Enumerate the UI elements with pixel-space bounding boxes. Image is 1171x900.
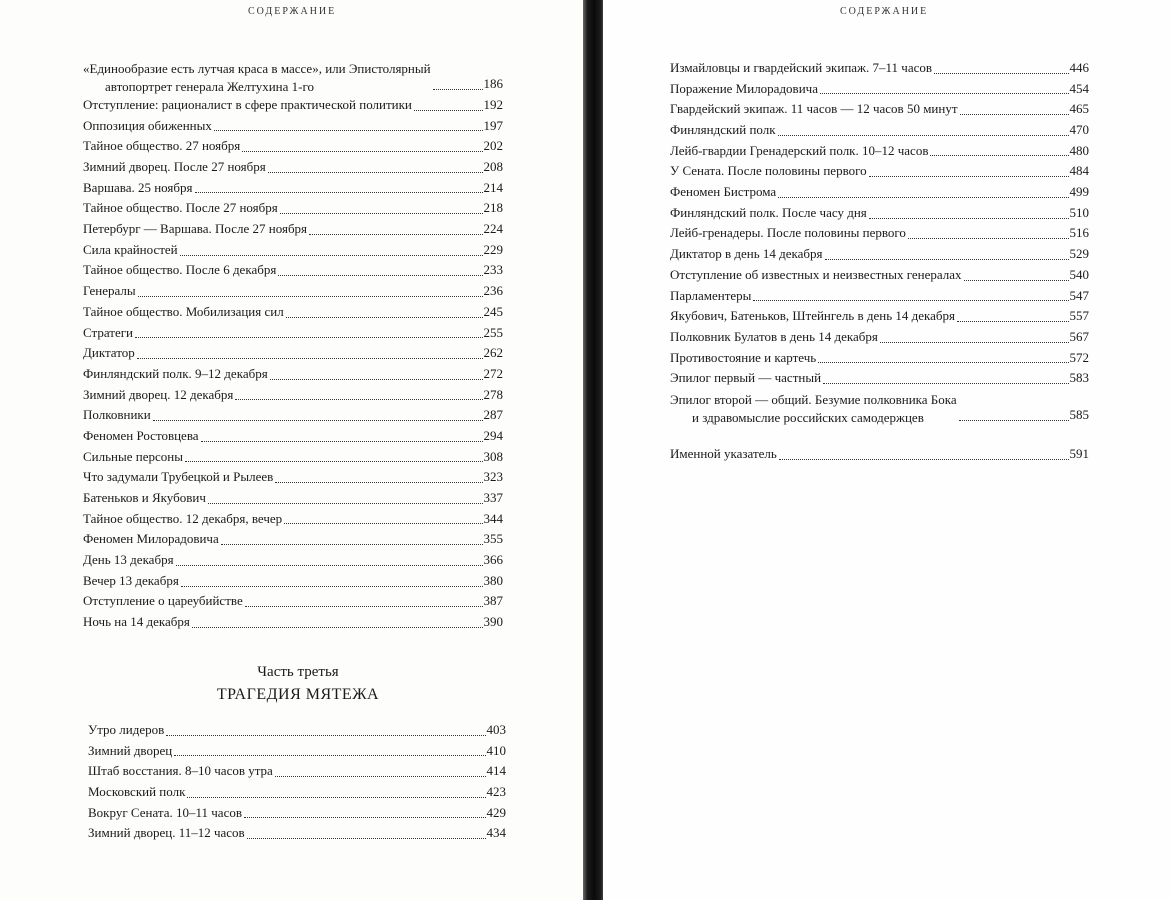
toc-entry-title: Вокруг Сената. 10–11 часов (88, 804, 242, 820)
toc-page-number: 547 (1069, 287, 1089, 303)
toc-entry-title: Отступление: рационалист в сфере практической политики (83, 96, 412, 112)
toc-entry-title: Московский полк (88, 784, 186, 800)
toc-page-number: 294 (483, 427, 503, 443)
toc-entry-title: Феномен Милорадовича (83, 531, 219, 547)
toc-entry-title (670, 391, 957, 426)
toc-page-number: 591 (1069, 445, 1089, 461)
toc-entry-title (83, 60, 431, 95)
toc-leader-dots (245, 606, 483, 607)
toc-entry-title: Парламентеры (670, 287, 752, 303)
toc-page-number: 323 (483, 469, 503, 485)
toc-leader-dots (278, 275, 482, 276)
toc-entry-title: Диктатор (83, 345, 135, 361)
toc-entry-title: Утро лидеров (88, 721, 165, 737)
toc-entry-title: Поражение Милорадовича (670, 80, 818, 96)
toc-leader-dots (214, 130, 483, 131)
toc-entry (83, 116, 503, 137)
toc-page-number: 567 (1069, 328, 1089, 344)
toc-entry-title: Феномен Ростовцева (83, 427, 199, 443)
toc-entry (83, 95, 503, 116)
toc-entry (83, 364, 503, 385)
toc-page-number: 380 (483, 572, 503, 588)
toc-entry-title: Отступление об известных и неизвестных генералах (670, 266, 962, 282)
toc-entry (670, 224, 1089, 245)
toc-page-number: 344 (483, 510, 503, 526)
toc-entry (83, 447, 503, 468)
toc-page-number: 233 (483, 262, 503, 278)
toc-page-number: 572 (1069, 349, 1089, 365)
toc-page-number: 308 (483, 448, 503, 464)
toc-leader-dots (779, 459, 1069, 460)
toc-leader-dots (275, 482, 482, 483)
toc-page-number: 186 (483, 76, 503, 92)
toc-leader-dots (187, 797, 485, 798)
toc-entry (83, 261, 503, 282)
toc-page-number: 480 (1069, 142, 1089, 158)
toc-leader-dots (174, 755, 485, 756)
toc-entry (88, 823, 506, 844)
toc-page-number: 434 (486, 825, 506, 841)
toc-entry (670, 444, 1089, 465)
toc-page-number: 583 (1069, 370, 1089, 386)
toc-page-number: 429 (486, 804, 506, 820)
part-title: ТРАГЕДИЯ МЯТЕЖА (216, 686, 380, 703)
toc-entry (88, 761, 506, 782)
toc-leader-dots (960, 114, 1069, 115)
part-label: Часть третья (257, 664, 339, 680)
toc-leader-dots (176, 565, 483, 566)
toc-entry (670, 244, 1089, 265)
toc-page-number: 278 (483, 386, 503, 402)
toc-entry (83, 612, 503, 633)
toc-entry (83, 529, 503, 550)
toc-entry (83, 550, 503, 571)
toc-leader-dots (268, 172, 483, 173)
toc-entry (83, 58, 503, 95)
toc-page-number: 465 (1069, 101, 1089, 117)
toc-entry-title: Тайное общество. После 27 ноября (83, 200, 278, 216)
toc-page-number: 214 (483, 179, 503, 195)
toc-entry-title: Полковник Булатов в день 14 декабря (670, 328, 878, 344)
toc-page-number: 208 (483, 159, 503, 175)
toc-entry-title: Тайное общество. 12 декабря, вечер (83, 510, 283, 526)
toc-entry-title: Сильные персоны (83, 448, 183, 464)
toc-leader-dots (934, 73, 1068, 74)
toc-leader-dots (825, 259, 1069, 260)
toc-entry-title: Генералы (83, 283, 136, 299)
toc-leader-dots (908, 238, 1069, 239)
toc-page-number: 484 (1069, 163, 1089, 179)
toc-leader-dots (753, 300, 1068, 301)
right-page (603, 0, 1171, 900)
toc-leader-dots (964, 280, 1069, 281)
toc-entry (670, 286, 1089, 307)
toc-entry (83, 426, 503, 447)
toc-entry-title: Лейб-гренадеры. После половины первого (670, 225, 906, 241)
book-gutter (583, 0, 605, 900)
toc-entry-title: Эпилог первый — частный (670, 370, 822, 386)
toc-entry-title: Что задумали Трубецкой и Рылеев (83, 469, 274, 485)
toc-entry-title: Отступление о цареубийстве (83, 593, 243, 609)
toc-entry (83, 571, 503, 592)
toc-leader-dots (778, 197, 1068, 198)
running-header-left: СОДЕРЖАНИЕ (248, 6, 337, 17)
toc-leader-dots (869, 218, 1069, 219)
toc-entry (83, 405, 503, 426)
toc-entry-title: Зимний дворец. 11–12 часов (88, 825, 245, 841)
toc-page-number: 499 (1069, 184, 1089, 200)
toc-entry-title-line: «Единообразие есть лутчая краса в массе», или Эпистолярный (83, 61, 431, 76)
toc-entry-title: Зимний дворец (88, 742, 173, 758)
toc-page-number: 272 (483, 365, 503, 381)
toc-leader-dots (309, 234, 482, 235)
toc-entry-title: Ночь на 14 декабря (83, 614, 190, 630)
toc-page-number: 410 (486, 742, 506, 758)
toc-entry-title-line: Эпилог второй — общий. Безумие полковника Бока (670, 392, 957, 407)
toc-leader-dots (247, 838, 486, 839)
toc-entry (83, 198, 503, 219)
toc-page-number: 414 (486, 763, 506, 779)
toc-page-number: 355 (483, 531, 503, 547)
toc-leader-dots (208, 503, 483, 504)
toc-leader-dots (153, 420, 483, 421)
toc-entry (83, 509, 503, 530)
toc-entry-title: Измайловцы и гвардейский экипаж. 7–11 часов (670, 59, 933, 75)
toc-entry (83, 488, 503, 509)
toc-page-number: 510 (1069, 204, 1089, 220)
toc-entry-title: Зимний дворец. 12 декабря (83, 386, 234, 402)
toc-entry (670, 348, 1089, 369)
toc-page-number: 224 (483, 221, 503, 237)
toc-entry (83, 136, 503, 157)
toc-leader-dots (166, 735, 485, 736)
toc-page-number: 218 (483, 200, 503, 216)
toc-page-number: 287 (483, 407, 503, 423)
toc-leader-dots (192, 627, 483, 628)
toc-list-part-three (88, 720, 506, 844)
toc-leader-dots (280, 213, 483, 214)
toc-page-number: 202 (483, 138, 503, 154)
toc-leader-dots (284, 523, 482, 524)
toc-leader-dots (959, 420, 1069, 421)
toc-entry (88, 720, 506, 741)
toc-leader-dots (185, 461, 483, 462)
toc-leader-dots (201, 441, 483, 442)
toc-entry (670, 182, 1089, 203)
toc-leader-dots (433, 89, 483, 90)
toc-leader-dots (180, 255, 483, 256)
toc-entry (83, 302, 503, 323)
toc-page-number: 387 (483, 593, 503, 609)
toc-page-number: 192 (483, 96, 503, 112)
toc-leader-dots (957, 321, 1068, 322)
toc-entry (670, 79, 1089, 100)
toc-entry (83, 467, 503, 488)
toc-entry-title: Стратеги (83, 324, 134, 340)
toc-entry (88, 803, 506, 824)
toc-entry-title: Диктатор в день 14 декабря (670, 246, 823, 262)
toc-entry (88, 782, 506, 803)
toc-entry (670, 161, 1089, 182)
toc-entry-title: Феномен Бистрома (670, 184, 777, 200)
toc-entry (83, 240, 503, 261)
toc-leader-dots (195, 192, 483, 193)
toc-entry (83, 219, 503, 240)
toc-leader-dots (221, 544, 483, 545)
toc-entry (670, 141, 1089, 162)
toc-entry-title: Якубович, Батеньков, Штейнгель в день 14 декабря (670, 308, 956, 324)
toc-page-number: 197 (483, 117, 503, 133)
toc-entry (83, 343, 503, 364)
toc-page-number: 337 (483, 490, 503, 506)
toc-page-number: 262 (483, 345, 503, 361)
toc-page-number: 236 (483, 283, 503, 299)
toc-entry-title: Тайное общество. После 6 декабря (83, 262, 277, 278)
toc-page-number: 585 (1069, 407, 1089, 423)
toc-entry (83, 323, 503, 344)
toc-entry (83, 385, 503, 406)
toc-entry (83, 178, 503, 199)
toc-page-number: 529 (1069, 246, 1089, 262)
toc-entry-title: Варшава. 25 ноября (83, 179, 193, 195)
toc-entry (670, 327, 1089, 348)
toc-leader-dots (275, 776, 486, 777)
toc-leader-dots (138, 296, 483, 297)
toc-entry-title: У Сената. После половины первого (670, 163, 867, 179)
toc-leader-dots (930, 155, 1068, 156)
toc-entry (670, 389, 1089, 426)
toc-page-number: 454 (1069, 80, 1089, 96)
toc-page-number: 390 (483, 614, 503, 630)
toc-entry (670, 306, 1089, 327)
toc-entry-title: День 13 декабря (83, 552, 174, 568)
toc-entry (670, 58, 1089, 79)
toc-page-number: 229 (483, 241, 503, 257)
toc-page-number: 403 (486, 721, 506, 737)
toc-entry-title: Тайное общество. 27 ноября (83, 138, 241, 154)
toc-leader-dots (137, 358, 483, 359)
toc-entry (83, 157, 503, 178)
toc-page-number: 516 (1069, 225, 1089, 241)
toc-leader-dots (880, 342, 1069, 343)
toc-entry (670, 99, 1089, 120)
toc-leader-dots (820, 93, 1069, 94)
toc-page-number: 446 (1069, 59, 1089, 75)
toc-entry (670, 265, 1089, 286)
toc-entry-title-line: автопортрет генерала Желтухина 1-го (105, 78, 314, 94)
toc-leader-dots (818, 362, 1068, 363)
toc-entry (670, 368, 1089, 389)
toc-leader-dots (869, 176, 1069, 177)
toc-entry-title: Финляндский полк (670, 122, 776, 138)
toc-leader-dots (414, 110, 483, 111)
toc-leader-dots (286, 317, 483, 318)
toc-entry-title: Вечер 13 декабря (83, 572, 179, 588)
toc-entry-title: Петербург — Варшава. После 27 ноября (83, 221, 308, 237)
toc-page-number: 366 (483, 552, 503, 568)
toc-leader-dots (244, 817, 486, 818)
toc-entry (83, 281, 503, 302)
toc-entry-title: Оппозиция обиженных (83, 117, 212, 133)
toc-entry-title: Тайное общество. Мобилизация сил (83, 303, 284, 319)
toc-entry-title: Финляндский полк. 9–12 декабря (83, 365, 268, 381)
toc-leader-dots (823, 383, 1068, 384)
toc-page-number: 557 (1069, 308, 1089, 324)
toc-leader-dots (778, 135, 1069, 136)
toc-entry (670, 120, 1089, 141)
toc-page-number: 245 (483, 303, 503, 319)
toc-entry-title: Финляндский полк. После часу дня (670, 204, 867, 220)
toc-entry-title: Лейб-гвардии Гренадерский полк. 10–12 часов (670, 142, 929, 158)
toc-list-right (670, 58, 1089, 465)
toc-leader-dots (181, 586, 483, 587)
toc-entry-title: Батеньков и Якубович (83, 490, 206, 506)
toc-entry-title: Именной указатель (670, 445, 777, 461)
toc-entry-title: Штаб восстания. 8–10 часов утра (88, 763, 273, 779)
toc-list-left (83, 58, 503, 633)
toc-entry (88, 741, 506, 762)
toc-entry-title-line: и здравомыслие российских самодержцев (692, 409, 924, 425)
toc-entry-title: Зимний дворец. После 27 ноября (83, 159, 266, 175)
toc-page-number: 423 (486, 784, 506, 800)
toc-leader-dots (135, 337, 482, 338)
toc-entry-title: Противостояние и картечь (670, 349, 817, 365)
toc-entry-title: Сила крайностей (83, 241, 178, 257)
toc-entry-title: Гвардейский экипаж. 11 часов — 12 часов 50 минут (670, 101, 958, 117)
running-header-right: СОДЕРЖАНИЕ (840, 6, 929, 17)
toc-page-number: 255 (483, 324, 503, 340)
toc-page-number: 540 (1069, 266, 1089, 282)
toc-leader-dots (242, 151, 482, 152)
toc-page-number: 470 (1069, 122, 1089, 138)
toc-leader-dots (270, 379, 483, 380)
toc-entry-title: Полковники (83, 407, 151, 423)
toc-entry (670, 203, 1089, 224)
toc-leader-dots (235, 399, 482, 400)
toc-entry (83, 592, 503, 613)
